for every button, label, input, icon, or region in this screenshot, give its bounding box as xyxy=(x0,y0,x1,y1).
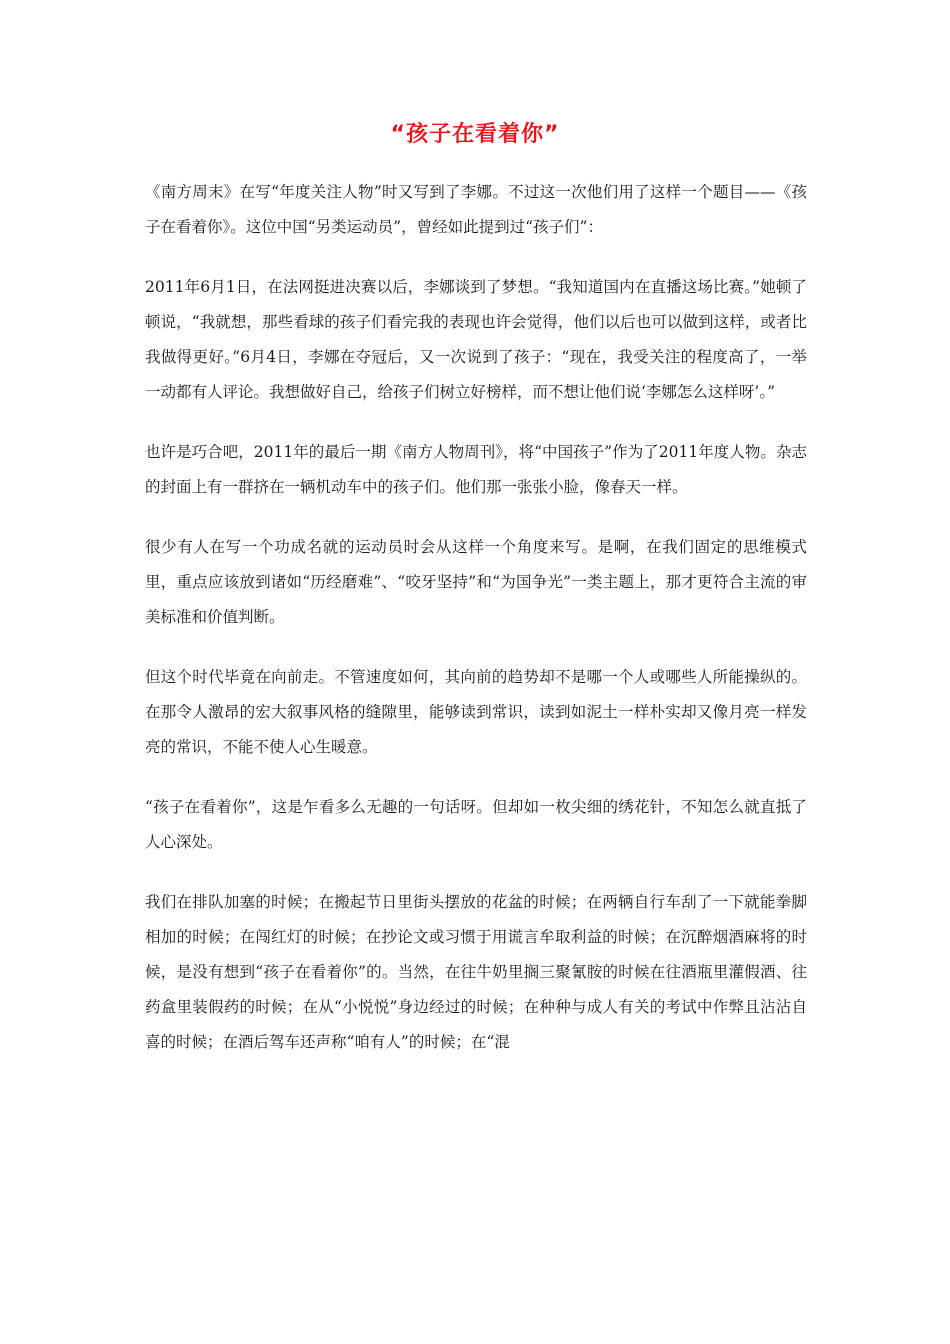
paragraph-era: 但这个时代毕竟在向前走。不管速度如何，其向前的趋势却不是哪一个人或哪些人所能操纵的。在那令人激昂的宏大叙事风格的缝隙里，能够读到常识，读到如泥土一样朴实却又像月亮一样发亮的常识，不能不使人心生暖意。 xyxy=(145,668,807,756)
paragraph-quote: 2011年6月1日，在法网挺进决赛以后，李娜谈到了梦想。“我知道国内在直播这场比赛。”她顿了顿说，“我就想，那些看球的孩子们看完我的表现也许会觉得，他们以后也可以做到这样，或者比我做得更好。”6月4日，李娜在夺冠后，又一次说到了孩子：“现在，我受关注的程度高了，一举一动都有人评论。我想做好自己，给孩子们树立好榜样，而不想让他们说‘李娜怎么这样呀’。” xyxy=(145,278,807,401)
document-body xyxy=(145,175,807,1085)
paragraph-perspective: 很少有人在写一个功成名就的运动员时会从这样一个角度来写。是啊，在我们固定的思维模式里，重点应该放到诸如“历经磨难”、“咬牙坚持”和“为国争光”一类主题上，那才更符合主流的审美标准和价值判断。 xyxy=(145,538,807,626)
paragraph-intro: 《南方周末》在写“年度关注人物”时又写到了李娜。不过这一次他们用了这样一个题目——《孩子在看着你》。这位中国“另类运动员”，曾经如此提到过“孩子们”： xyxy=(145,183,807,236)
paragraph-examples: 我们在排队加塞的时候；在搬起节日里街头摆放的花盆的时候；在两辆自行车刮了一下就能拳脚相加的时候；在闯红灯的时候；在抄论文或习惯于用谎言牟取利益的时候；在沉醉烟酒麻将的时候，是没有想到“孩子在看着你”的。当然，在往牛奶里搁三聚氰胺的时候在往酒瓶里灌假酒、往药盒里装假药的时候；在从“小悦悦”身边经过的时候；在种种与成人有关的考试中作弊且沾沾自喜的时候；在酒后驾车还声称“咱有人”的时候；在“混 xyxy=(145,893,807,1051)
document-title: “孩子在看着你” xyxy=(390,122,560,147)
paragraph-magazine: 也许是巧合吧，2011年的最后一期《南方人物周刊》，将“中国孩子”作为了2011年度人物。杂志的封面上有一群挤在一辆机动车中的孩子们。他们那一张张小脸，像春天一样。 xyxy=(145,443,807,496)
paragraph-needle: “孩子在看着你”，这是乍看多么无趣的一句话呀。但却如一枚尖细的绣花针，不知怎么就直抵了人心深处。 xyxy=(145,798,807,851)
